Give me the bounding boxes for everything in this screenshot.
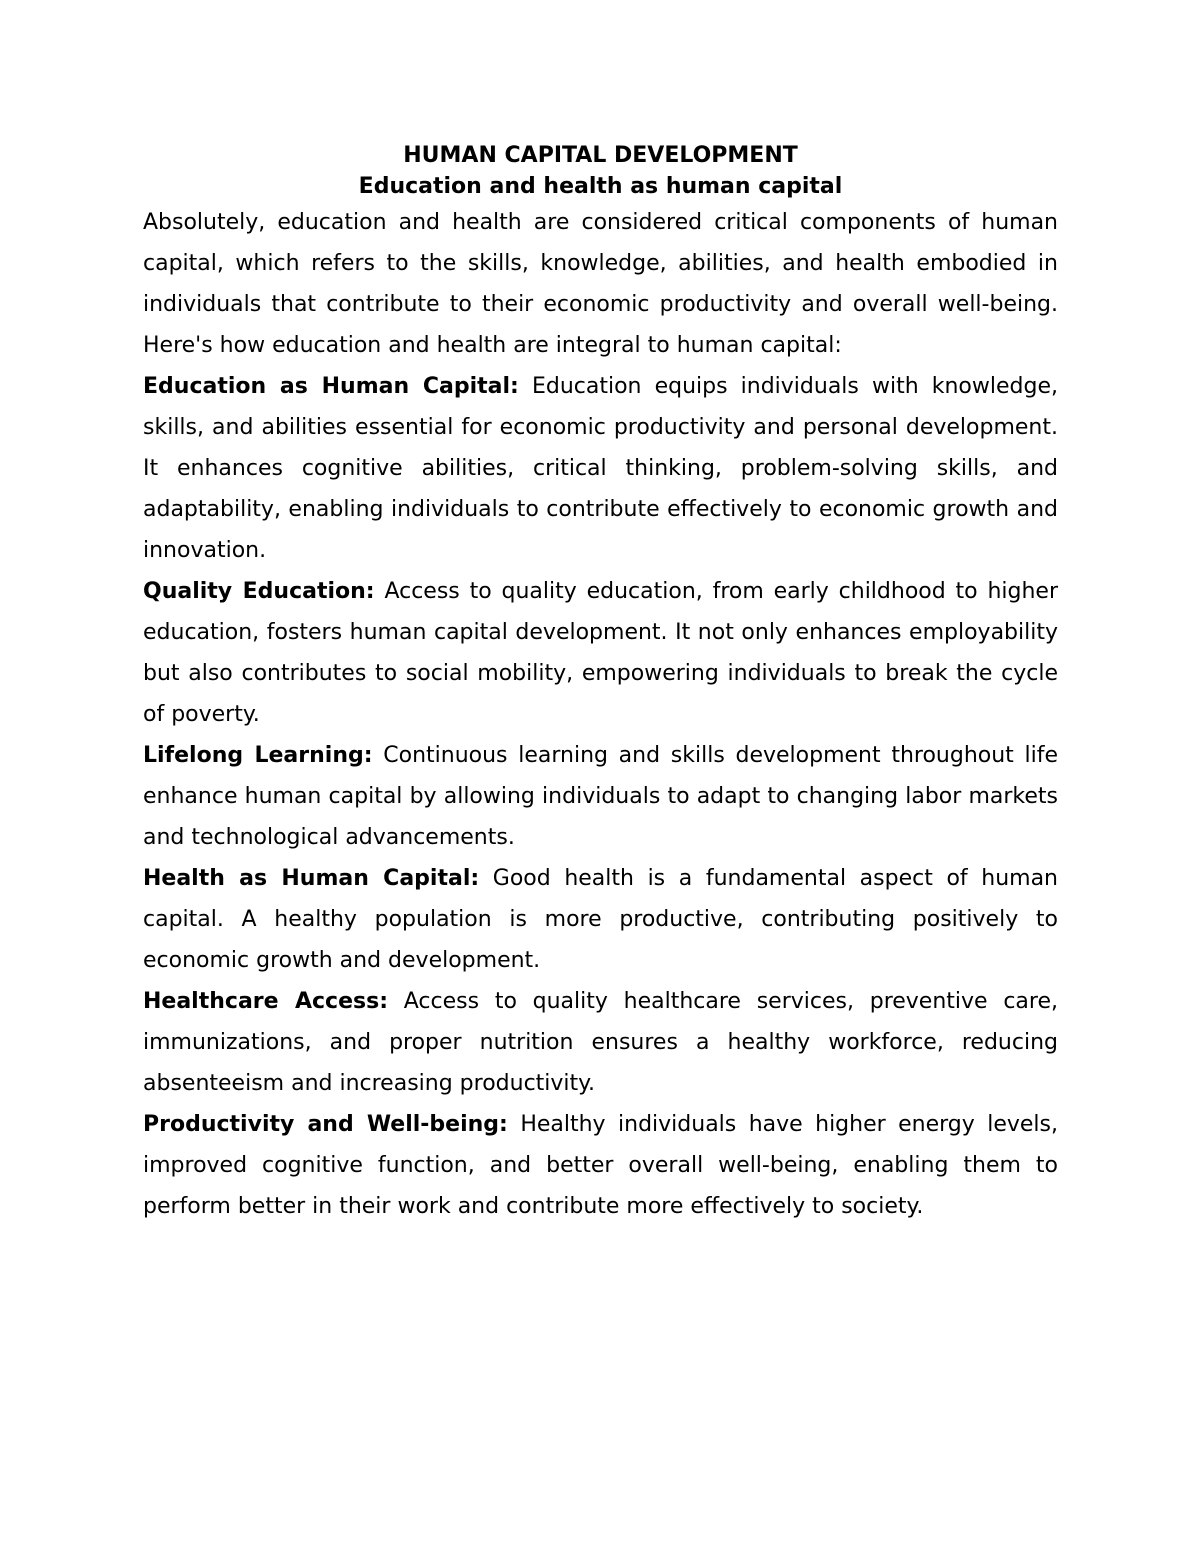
section-heading: Productivity and Well-being: — [143, 1112, 508, 1137]
section-quality-education — [143, 571, 1058, 735]
intro-paragraph: Absolutely, education and health are considered critical components of human capital, which refers to the skills, knowledge, abilities, and health embodied in individuals that contribute to their economic productivity and overall well-being. Here's how education and health are integral to human capital: — [143, 210, 1058, 358]
document-title: HUMAN CAPITAL DEVELOPMENT — [403, 143, 798, 168]
section-text: Education equips individuals with knowledge, skills, and abilities essential for economic productivity and personal development. It enhances cognitive abilities, critical thinking, problem-solving skills, and adaptability, enabling individuals to contribute effectively to economic growth and innovation. — [143, 374, 1058, 563]
section-text: Healthy individuals have higher energy levels, improved cognitive function, and better overall well-being, enabling them to perform better in their work and contribute more effectively to society. — [143, 1112, 1058, 1219]
section-text: Access to quality education, from early childhood to higher education, fosters human capital development. It not only enhances employability but also contributes to social mobility, empowering individuals to break the cycle of poverty. — [143, 579, 1059, 727]
section-health-as-human-capital — [143, 858, 1058, 981]
section-heading: Health as Human Capital: — [143, 866, 480, 891]
section-text: Good health is a fundamental aspect of human capital. A healthy population is more productive, contributing positively to economic growth and development. — [143, 866, 1058, 973]
section-text: Continuous learning and skills development throughout life enhance human capital by allowing individuals to adapt to changing labor markets and technological advancements. — [143, 743, 1059, 850]
section-healthcare-access — [143, 981, 1058, 1104]
document-page — [143, 140, 1058, 1227]
document-subtitle: Education and health as human capital — [358, 174, 843, 199]
section-education-as-human-capital — [143, 366, 1058, 571]
section-text: Access to quality healthcare services, preventive care, immunizations, and proper nutrition ensures a healthy workforce, reducing absenteeism and increasing productivity. — [143, 989, 1058, 1096]
section-heading: Healthcare Access: — [143, 989, 388, 1014]
section-heading: Lifelong Learning: — [143, 743, 373, 768]
section-productivity-and-well-being — [143, 1104, 1058, 1227]
section-lifelong-learning — [143, 735, 1058, 858]
section-heading: Education as Human Capital: — [143, 374, 519, 399]
section-heading: Quality Education: — [143, 579, 375, 604]
